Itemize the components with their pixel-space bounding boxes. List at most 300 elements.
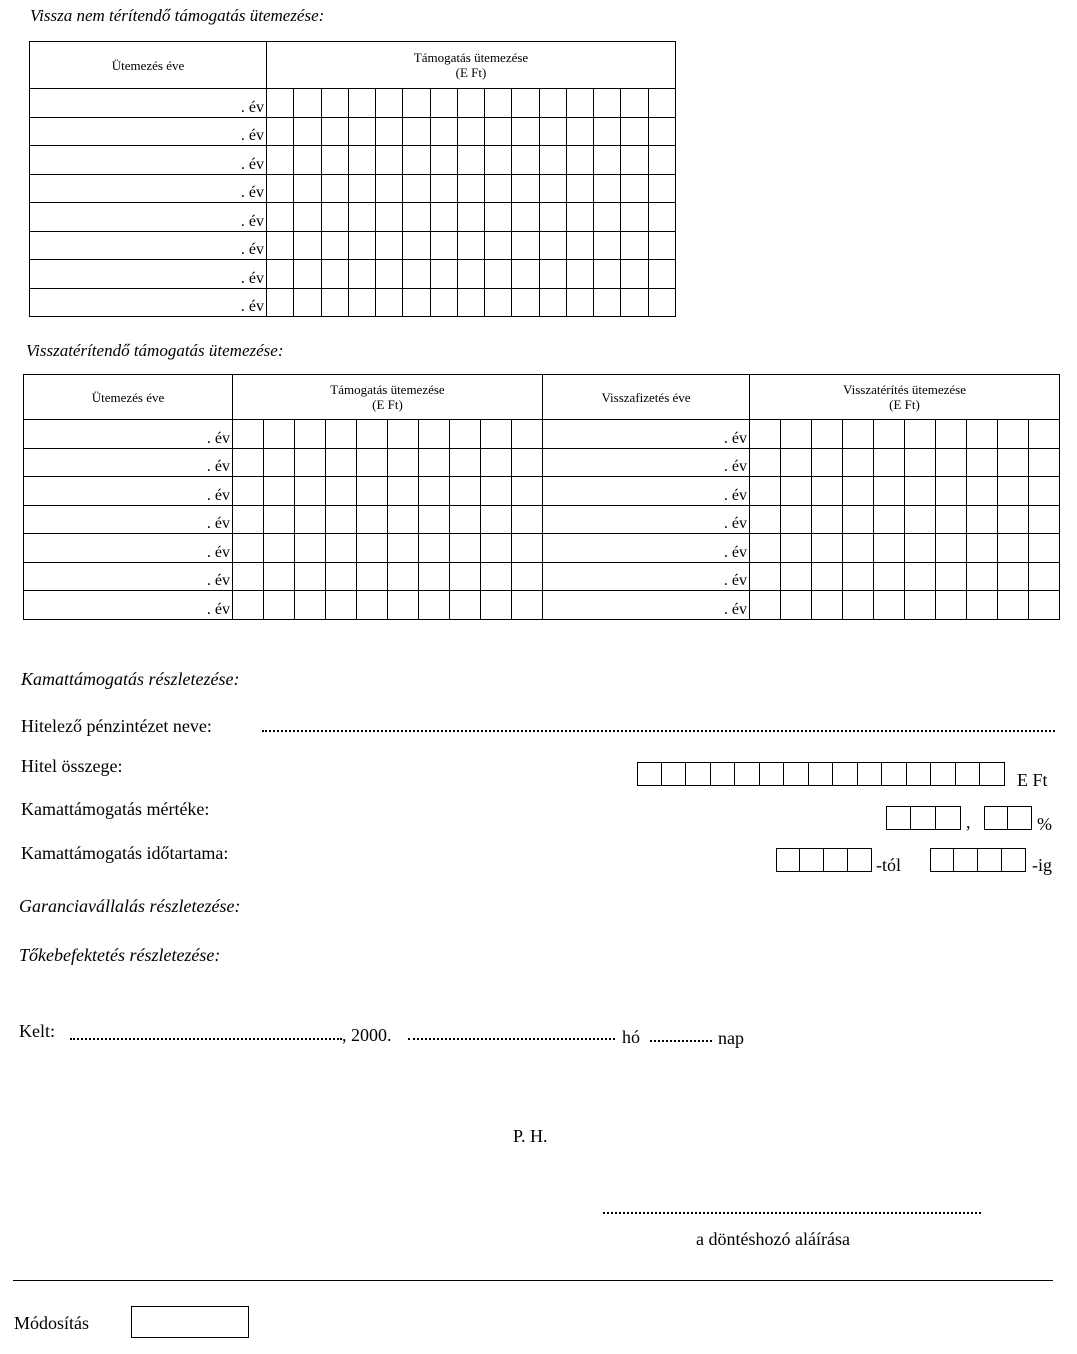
amount-box[interactable] [512, 146, 539, 175]
amount-box[interactable] [566, 117, 593, 146]
amount-box[interactable] [481, 591, 512, 620]
amount-box[interactable] [539, 117, 566, 146]
repay-box[interactable] [905, 477, 936, 506]
loan-digit-box[interactable] [760, 762, 785, 786]
place-field[interactable] [70, 1038, 342, 1040]
amount-box[interactable] [294, 174, 321, 203]
repay-box[interactable] [905, 591, 936, 620]
amount-box[interactable] [388, 420, 419, 449]
amount-box[interactable] [594, 231, 621, 260]
amount-box[interactable] [294, 231, 321, 260]
amount-box[interactable] [376, 174, 403, 203]
repay-box[interactable] [967, 562, 998, 591]
loan-digit-box[interactable] [637, 762, 662, 786]
day-field[interactable] [650, 1040, 712, 1042]
repay-box[interactable] [1029, 448, 1060, 477]
amount-box[interactable] [512, 448, 543, 477]
repay-year-cell[interactable]: . év [543, 562, 750, 591]
amount-box[interactable] [321, 288, 348, 317]
amount-box[interactable] [648, 231, 675, 260]
repay-box[interactable] [843, 505, 874, 534]
amount-box[interactable] [264, 420, 295, 449]
year-cell[interactable]: . év [24, 420, 233, 449]
amount-box[interactable] [512, 260, 539, 289]
amount-box[interactable] [539, 174, 566, 203]
amount-box[interactable] [594, 117, 621, 146]
amount-box[interactable] [512, 591, 543, 620]
repay-box[interactable] [998, 448, 1029, 477]
amount-box[interactable] [539, 231, 566, 260]
amount-box[interactable] [348, 231, 375, 260]
amount-box[interactable] [457, 260, 484, 289]
repay-box[interactable] [998, 591, 1029, 620]
amount-box[interactable] [594, 203, 621, 232]
amount-box[interactable] [481, 562, 512, 591]
amount-box[interactable] [419, 534, 450, 563]
repay-box[interactable] [843, 420, 874, 449]
amount-box[interactable] [450, 591, 481, 620]
amount-box[interactable] [512, 174, 539, 203]
amount-box[interactable] [512, 477, 543, 506]
amount-box[interactable] [326, 562, 357, 591]
repay-box[interactable] [936, 448, 967, 477]
amount-box[interactable] [621, 174, 648, 203]
repay-box[interactable] [812, 448, 843, 477]
repay-box[interactable] [998, 562, 1029, 591]
amount-box[interactable] [295, 562, 326, 591]
amount-box[interactable] [376, 260, 403, 289]
amount-box[interactable] [233, 477, 264, 506]
repay-box[interactable] [781, 562, 812, 591]
amount-box[interactable] [326, 591, 357, 620]
amount-box[interactable] [485, 203, 512, 232]
repay-box[interactable] [874, 420, 905, 449]
loan-digit-box[interactable] [686, 762, 711, 786]
repay-box[interactable] [812, 534, 843, 563]
amount-box[interactable] [264, 505, 295, 534]
amount-box[interactable] [512, 505, 543, 534]
repay-box[interactable] [998, 534, 1029, 563]
repay-box[interactable] [1029, 505, 1060, 534]
repay-box[interactable] [967, 505, 998, 534]
amount-box[interactable] [430, 89, 457, 118]
amount-box[interactable] [403, 89, 430, 118]
amount-box[interactable] [621, 117, 648, 146]
repay-box[interactable] [936, 505, 967, 534]
year-cell[interactable]: . év [30, 231, 267, 260]
repay-box[interactable] [967, 448, 998, 477]
repay-box[interactable] [843, 448, 874, 477]
loan-digit-box[interactable] [858, 762, 883, 786]
amount-box[interactable] [512, 534, 543, 563]
amount-box[interactable] [430, 288, 457, 317]
amount-box[interactable] [321, 117, 348, 146]
amount-box[interactable] [357, 420, 388, 449]
amount-box[interactable] [512, 89, 539, 118]
amount-box[interactable] [457, 89, 484, 118]
loan-digit-box[interactable] [931, 762, 956, 786]
amount-box[interactable] [233, 448, 264, 477]
amount-box[interactable] [485, 174, 512, 203]
amount-box[interactable] [450, 448, 481, 477]
amount-box[interactable] [419, 477, 450, 506]
repay-box[interactable] [812, 591, 843, 620]
repay-box[interactable] [750, 448, 781, 477]
amount-box[interactable] [566, 174, 593, 203]
amount-box[interactable] [233, 562, 264, 591]
amount-box[interactable] [388, 562, 419, 591]
repay-box[interactable] [874, 591, 905, 620]
amount-box[interactable] [348, 288, 375, 317]
modification-box[interactable] [131, 1306, 249, 1338]
amount-box[interactable] [512, 562, 543, 591]
repay-box[interactable] [843, 591, 874, 620]
repay-box[interactable] [905, 534, 936, 563]
repay-box[interactable] [750, 591, 781, 620]
amount-box[interactable] [566, 260, 593, 289]
repay-box[interactable] [812, 477, 843, 506]
repay-box[interactable] [998, 505, 1029, 534]
amount-box[interactable] [321, 231, 348, 260]
year-cell[interactable]: . év [24, 562, 233, 591]
repay-box[interactable] [781, 534, 812, 563]
amount-box[interactable] [388, 591, 419, 620]
loan-digit-box[interactable] [662, 762, 687, 786]
amount-box[interactable] [621, 231, 648, 260]
amount-box[interactable] [267, 174, 294, 203]
amount-box[interactable] [419, 505, 450, 534]
amount-box[interactable] [295, 591, 326, 620]
amount-box[interactable] [430, 260, 457, 289]
amount-box[interactable] [481, 477, 512, 506]
amount-box[interactable] [594, 260, 621, 289]
repay-box[interactable] [1029, 534, 1060, 563]
amount-box[interactable] [388, 448, 419, 477]
amount-box[interactable] [326, 448, 357, 477]
signature-field[interactable] [603, 1212, 981, 1214]
amount-box[interactable] [264, 534, 295, 563]
repay-year-cell[interactable]: . év [543, 448, 750, 477]
amount-box[interactable] [403, 174, 430, 203]
amount-box[interactable] [348, 146, 375, 175]
amount-box[interactable] [264, 448, 295, 477]
amount-box[interactable] [321, 203, 348, 232]
amount-box[interactable] [430, 146, 457, 175]
amount-box[interactable] [233, 420, 264, 449]
amount-box[interactable] [648, 260, 675, 289]
period-from-boxes[interactable] [776, 848, 872, 872]
period-to-boxes[interactable] [930, 848, 1026, 872]
amount-box[interactable] [403, 260, 430, 289]
amount-box[interactable] [357, 591, 388, 620]
amount-box[interactable] [566, 146, 593, 175]
amount-box[interactable] [594, 146, 621, 175]
amount-box[interactable] [512, 203, 539, 232]
amount-box[interactable] [485, 231, 512, 260]
year-cell[interactable]: . év [30, 117, 267, 146]
repay-box[interactable] [905, 505, 936, 534]
repay-box[interactable] [936, 420, 967, 449]
repay-year-cell[interactable]: . év [543, 477, 750, 506]
amount-box[interactable] [485, 288, 512, 317]
amount-box[interactable] [264, 591, 295, 620]
amount-box[interactable] [321, 146, 348, 175]
amount-box[interactable] [264, 562, 295, 591]
amount-box[interactable] [388, 505, 419, 534]
amount-box[interactable] [419, 448, 450, 477]
amount-box[interactable] [566, 203, 593, 232]
amount-box[interactable] [376, 203, 403, 232]
amount-box[interactable] [388, 534, 419, 563]
repay-box[interactable] [874, 477, 905, 506]
amount-box[interactable] [621, 260, 648, 289]
amount-box[interactable] [376, 231, 403, 260]
amount-box[interactable] [512, 117, 539, 146]
amount-box[interactable] [295, 505, 326, 534]
repay-box[interactable] [874, 562, 905, 591]
loan-amount-boxes[interactable] [637, 762, 1005, 786]
amount-box[interactable] [539, 288, 566, 317]
amount-box[interactable] [233, 534, 264, 563]
amount-box[interactable] [430, 117, 457, 146]
year-cell[interactable]: . év [24, 505, 233, 534]
repay-box[interactable] [998, 420, 1029, 449]
amount-box[interactable] [403, 146, 430, 175]
amount-box[interactable] [450, 477, 481, 506]
amount-box[interactable] [376, 146, 403, 175]
amount-box[interactable] [419, 420, 450, 449]
amount-box[interactable] [357, 448, 388, 477]
amount-box[interactable] [267, 146, 294, 175]
amount-box[interactable] [481, 534, 512, 563]
amount-box[interactable] [430, 203, 457, 232]
amount-box[interactable] [321, 89, 348, 118]
repay-box[interactable] [1029, 591, 1060, 620]
amount-box[interactable] [357, 505, 388, 534]
amount-box[interactable] [376, 117, 403, 146]
year-cell[interactable]: . év [30, 288, 267, 317]
amount-box[interactable] [267, 89, 294, 118]
year-cell[interactable]: . év [30, 174, 267, 203]
amount-box[interactable] [621, 89, 648, 118]
repay-box[interactable] [812, 562, 843, 591]
amount-box[interactable] [348, 260, 375, 289]
repay-year-cell[interactable]: . év [543, 420, 750, 449]
loan-digit-box[interactable] [784, 762, 809, 786]
repay-box[interactable] [750, 477, 781, 506]
amount-box[interactable] [357, 534, 388, 563]
loan-digit-box[interactable] [809, 762, 834, 786]
amount-box[interactable] [348, 174, 375, 203]
amount-box[interactable] [267, 117, 294, 146]
amount-box[interactable] [512, 231, 539, 260]
amount-box[interactable] [403, 117, 430, 146]
repay-box[interactable] [843, 477, 874, 506]
amount-box[interactable] [326, 505, 357, 534]
amount-box[interactable] [295, 448, 326, 477]
amount-box[interactable] [481, 448, 512, 477]
year-cell[interactable]: . év [30, 260, 267, 289]
amount-box[interactable] [481, 505, 512, 534]
amount-box[interactable] [450, 562, 481, 591]
year-cell[interactable]: . év [30, 203, 267, 232]
amount-box[interactable] [430, 231, 457, 260]
repay-box[interactable] [781, 591, 812, 620]
amount-box[interactable] [457, 203, 484, 232]
amount-box[interactable] [457, 117, 484, 146]
amount-box[interactable] [485, 117, 512, 146]
amount-box[interactable] [457, 174, 484, 203]
repay-box[interactable] [843, 562, 874, 591]
repay-box[interactable] [781, 448, 812, 477]
amount-box[interactable] [264, 477, 295, 506]
repay-box[interactable] [936, 477, 967, 506]
amount-box[interactable] [294, 89, 321, 118]
loan-digit-box[interactable] [907, 762, 932, 786]
repay-box[interactable] [905, 448, 936, 477]
amount-box[interactable] [485, 260, 512, 289]
amount-box[interactable] [594, 89, 621, 118]
rate-integer-boxes[interactable] [886, 806, 961, 830]
repay-box[interactable] [874, 534, 905, 563]
amount-box[interactable] [376, 288, 403, 317]
amount-box[interactable] [430, 174, 457, 203]
month-field[interactable] [408, 1038, 615, 1040]
repay-box[interactable] [905, 562, 936, 591]
amount-box[interactable] [267, 288, 294, 317]
repay-box[interactable] [936, 562, 967, 591]
loan-digit-box[interactable] [882, 762, 907, 786]
amount-box[interactable] [594, 288, 621, 317]
repay-box[interactable] [750, 562, 781, 591]
amount-box[interactable] [348, 89, 375, 118]
amount-box[interactable] [348, 117, 375, 146]
amount-box[interactable] [450, 420, 481, 449]
amount-box[interactable] [357, 562, 388, 591]
amount-box[interactable] [648, 174, 675, 203]
repay-year-cell[interactable]: . év [543, 534, 750, 563]
repay-box[interactable] [967, 591, 998, 620]
repay-box[interactable] [750, 534, 781, 563]
year-cell[interactable]: . év [24, 477, 233, 506]
amount-box[interactable] [403, 203, 430, 232]
repay-box[interactable] [812, 505, 843, 534]
amount-box[interactable] [294, 117, 321, 146]
amount-box[interactable] [321, 260, 348, 289]
amount-box[interactable] [457, 146, 484, 175]
amount-box[interactable] [621, 203, 648, 232]
repay-box[interactable] [967, 420, 998, 449]
amount-box[interactable] [326, 477, 357, 506]
amount-box[interactable] [648, 117, 675, 146]
amount-box[interactable] [233, 505, 264, 534]
repay-box[interactable] [750, 420, 781, 449]
repay-box[interactable] [750, 505, 781, 534]
amount-box[interactable] [621, 146, 648, 175]
amount-box[interactable] [512, 288, 539, 317]
amount-box[interactable] [294, 288, 321, 317]
amount-box[interactable] [485, 146, 512, 175]
repay-box[interactable] [781, 505, 812, 534]
amount-box[interactable] [539, 89, 566, 118]
amount-box[interactable] [321, 174, 348, 203]
amount-box[interactable] [539, 146, 566, 175]
amount-box[interactable] [267, 203, 294, 232]
amount-box[interactable] [326, 534, 357, 563]
amount-box[interactable] [294, 203, 321, 232]
amount-box[interactable] [566, 89, 593, 118]
amount-box[interactable] [566, 288, 593, 317]
amount-box[interactable] [357, 477, 388, 506]
year-cell[interactable]: . év [30, 146, 267, 175]
amount-box[interactable] [481, 420, 512, 449]
amount-box[interactable] [233, 591, 264, 620]
amount-box[interactable] [450, 534, 481, 563]
repay-box[interactable] [874, 505, 905, 534]
year-cell[interactable]: . év [24, 591, 233, 620]
amount-box[interactable] [294, 260, 321, 289]
amount-box[interactable] [539, 203, 566, 232]
amount-box[interactable] [621, 288, 648, 317]
repay-box[interactable] [967, 534, 998, 563]
amount-box[interactable] [594, 174, 621, 203]
amount-box[interactable] [403, 288, 430, 317]
amount-box[interactable] [376, 89, 403, 118]
repay-box[interactable] [781, 477, 812, 506]
rate-decimal-boxes[interactable] [984, 806, 1032, 830]
amount-box[interactable] [295, 477, 326, 506]
amount-box[interactable] [403, 231, 430, 260]
amount-box[interactable] [295, 420, 326, 449]
amount-box[interactable] [457, 288, 484, 317]
amount-box[interactable] [267, 231, 294, 260]
amount-box[interactable] [348, 203, 375, 232]
amount-box[interactable] [485, 89, 512, 118]
amount-box[interactable] [539, 260, 566, 289]
repay-box[interactable] [1029, 477, 1060, 506]
amount-box[interactable] [566, 231, 593, 260]
amount-box[interactable] [648, 89, 675, 118]
year-cell[interactable]: . év [30, 89, 267, 118]
repay-box[interactable] [1029, 420, 1060, 449]
amount-box[interactable] [295, 534, 326, 563]
loan-digit-box[interactable] [833, 762, 858, 786]
year-cell[interactable]: . év [24, 534, 233, 563]
repay-box[interactable] [936, 534, 967, 563]
repay-box[interactable] [781, 420, 812, 449]
repay-year-cell[interactable]: . év [543, 591, 750, 620]
repay-box[interactable] [843, 534, 874, 563]
repay-box[interactable] [812, 420, 843, 449]
repay-year-cell[interactable]: . év [543, 505, 750, 534]
amount-box[interactable] [294, 146, 321, 175]
amount-box[interactable] [326, 420, 357, 449]
year-cell[interactable]: . év [24, 448, 233, 477]
amount-box[interactable] [648, 146, 675, 175]
loan-digit-box[interactable] [735, 762, 760, 786]
loan-digit-box[interactable] [980, 762, 1005, 786]
loan-digit-box[interactable] [956, 762, 981, 786]
repay-box[interactable] [905, 420, 936, 449]
amount-box[interactable] [648, 288, 675, 317]
amount-box[interactable] [419, 562, 450, 591]
amount-box[interactable] [512, 420, 543, 449]
repay-box[interactable] [936, 591, 967, 620]
amount-box[interactable] [419, 591, 450, 620]
loan-digit-box[interactable] [711, 762, 736, 786]
repay-box[interactable] [967, 477, 998, 506]
amount-box[interactable] [450, 505, 481, 534]
